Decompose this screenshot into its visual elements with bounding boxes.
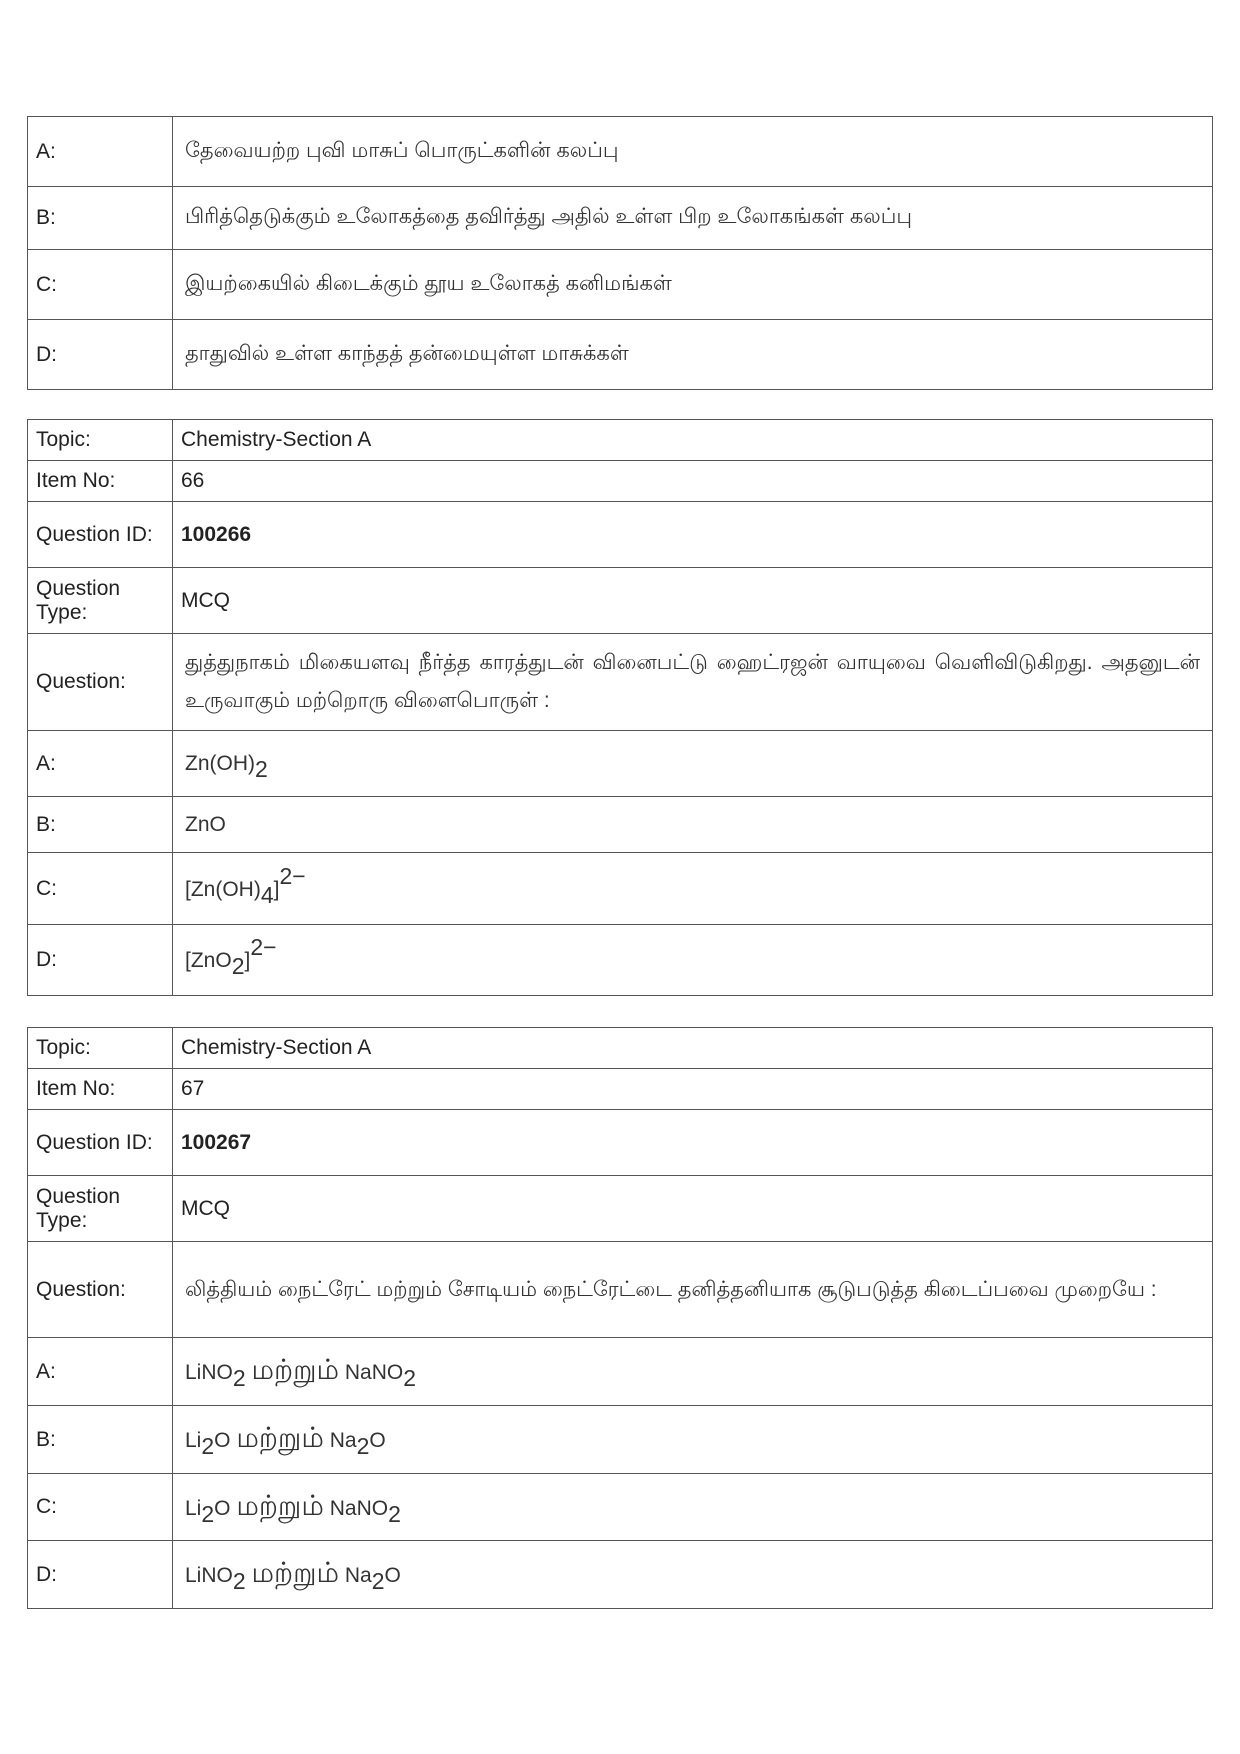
topic-row (28, 1028, 1213, 1069)
option-label: C: (28, 250, 173, 320)
topic-value: Chemistry-Section A (173, 1028, 1213, 1069)
option-label: D: (28, 925, 173, 996)
question-type-row (28, 1176, 1213, 1242)
option-formula: LiNO$_2$ மற்றும் NaNO$_2$ (173, 1338, 1213, 1406)
option-row-a (28, 1338, 1213, 1406)
option-label: B: (28, 1406, 173, 1474)
option-text: பிரித்தெடுக்கும் உலோகத்தை தவிர்த்து அதில் உள்ள பிற உலோகங்கள் கலப்பு (173, 187, 1213, 250)
option-row-a (28, 731, 1213, 797)
option-row-c (28, 1474, 1213, 1541)
option-row-b (28, 187, 1213, 250)
topic-row (28, 420, 1213, 461)
question-label: Question: (28, 1242, 173, 1338)
topic-label: Topic: (28, 420, 173, 461)
option-formula: $[ZnO_2]^{2-}$ (173, 925, 1213, 996)
item-label: Item No: (28, 461, 173, 502)
question-id-label: Question ID: (28, 1110, 173, 1176)
option-label: B: (28, 187, 173, 250)
option-label: A: (28, 117, 173, 187)
item-row (28, 1069, 1213, 1110)
question-id-value: 100266 (173, 502, 1213, 568)
question-text: துத்துநாகம் மிகையளவு நீர்த்த காரத்துடன் வினைபட்டு ஹைட்ரஜன் வாயுவை வெளிவிடுகிறது. அதனுடன் உருவாகும் மற்றொரு விளைபொருள் : (173, 634, 1213, 731)
question-type-label: Question Type: (28, 568, 173, 634)
option-row-d (28, 925, 1213, 996)
option-formula: $Zn(OH)_2$ (173, 731, 1213, 797)
option-label: B: (28, 797, 173, 853)
question-type-value: MCQ (173, 1176, 1213, 1242)
item-label: Item No: (28, 1069, 173, 1110)
question-row (28, 1242, 1213, 1338)
question-block-66 (27, 419, 1213, 996)
question-text: லித்தியம் நைட்ரேட் மற்றும் சோடியம் நைட்ரேட்டை தனித்தனியாக சூடுபடுத்த கிடைப்பவை முறையே : (173, 1242, 1213, 1338)
option-label: A: (28, 731, 173, 797)
question-type-row (28, 568, 1213, 634)
item-value: 67 (173, 1069, 1213, 1110)
option-row-b (28, 1406, 1213, 1474)
question-label: Question: (28, 634, 173, 731)
option-formula: LiNO$_2$ மற்றும் $Na_2O$ (173, 1541, 1213, 1609)
question-id-row (28, 1110, 1213, 1176)
question-type-label: Question Type: (28, 1176, 173, 1242)
question-block-65-options (27, 116, 1213, 390)
option-label: C: (28, 853, 173, 925)
option-label: C: (28, 1474, 173, 1541)
question-type-value: MCQ (173, 568, 1213, 634)
question-id-row (28, 502, 1213, 568)
question-id-value: 100267 (173, 1110, 1213, 1176)
item-value: 66 (173, 461, 1213, 502)
option-label: D: (28, 1541, 173, 1609)
question-id-label: Question ID: (28, 502, 173, 568)
option-text: தாதுவில் உள்ள காந்தத் தன்மையுள்ள மாசுக்கள் (173, 320, 1213, 390)
option-row-d (28, 320, 1213, 390)
option-row-b (28, 797, 1213, 853)
option-formula: ZnO (173, 797, 1213, 853)
option-row-c (28, 250, 1213, 320)
option-text: தேவையற்ற புவி மாசுப் பொருட்களின் கலப்பு (173, 117, 1213, 187)
option-label: D: (28, 320, 173, 390)
question-row (28, 634, 1213, 731)
option-formula: $Li_2O$ மற்றும் NaNO$_2$ (173, 1474, 1213, 1541)
option-text: இயற்கையில் கிடைக்கும் தூய உலோகத் கனிமங்கள் (173, 250, 1213, 320)
option-row-a (28, 117, 1213, 187)
option-formula: $Li_2O$ மற்றும் $Na_2O$ (173, 1406, 1213, 1474)
topic-value: Chemistry-Section A (173, 420, 1213, 461)
topic-label: Topic: (28, 1028, 173, 1069)
option-label: A: (28, 1338, 173, 1406)
option-row-c (28, 853, 1213, 925)
option-formula: $[Zn(OH)_4]^{2-}$ (173, 853, 1213, 925)
question-block-67 (27, 1027, 1213, 1609)
item-row (28, 461, 1213, 502)
option-row-d (28, 1541, 1213, 1609)
